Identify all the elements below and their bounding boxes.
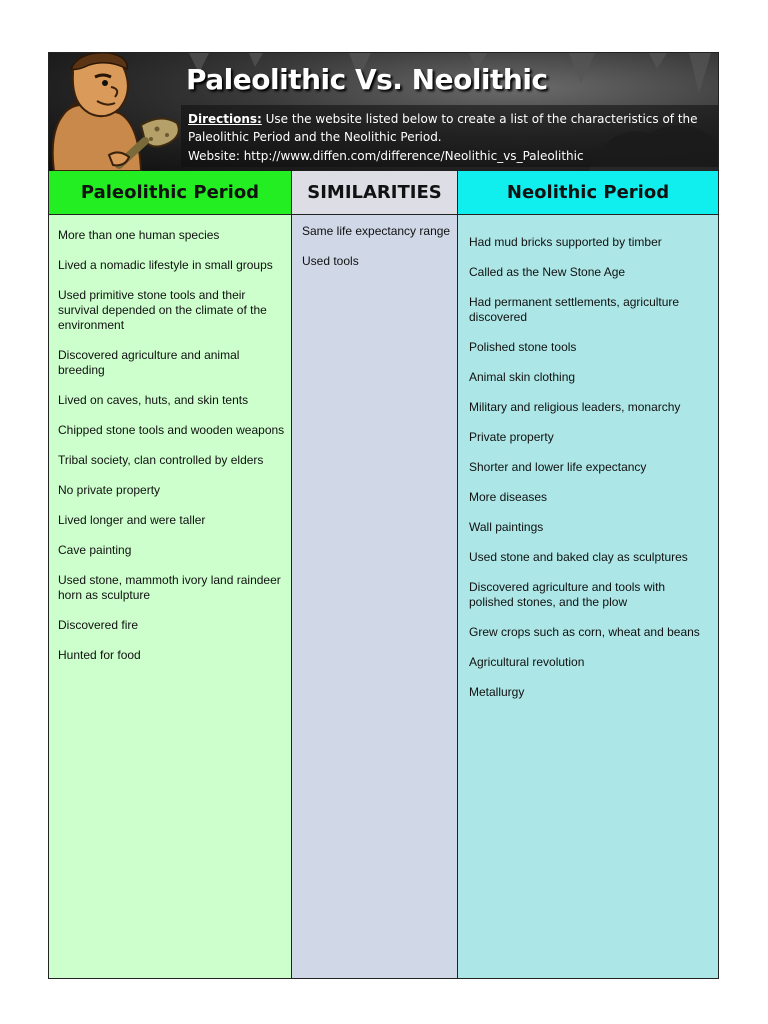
directions-label: Directions: bbox=[188, 112, 262, 126]
list-item: Used stone and baked clay as sculptures bbox=[469, 550, 688, 564]
list-item: Had mud bricks supported by timber bbox=[469, 235, 662, 249]
website-label: Website: bbox=[188, 149, 244, 163]
list-item: Cave painting bbox=[58, 543, 132, 557]
neolithic-heading: Neolithic Period bbox=[458, 171, 718, 215]
list-item: Metallurgy bbox=[469, 685, 525, 699]
directions-text bbox=[188, 110, 713, 146]
list-item: Used primitive stone tools and their survival depended on the climate of the environment bbox=[58, 288, 267, 332]
similarities-list bbox=[292, 215, 457, 269]
header-banner bbox=[49, 53, 718, 171]
page-title: Paleolithic Vs. Neolithic bbox=[186, 63, 548, 96]
neolithic-column bbox=[457, 171, 718, 978]
list-item: More than one human species bbox=[58, 228, 220, 242]
list-item: Lived a nomadic lifestyle in small groups bbox=[58, 258, 273, 272]
website-line bbox=[188, 147, 584, 165]
directions-body: Use the website listed below to create a list of the characteristics of the Paleolithic Period and the Neolithic Period. bbox=[188, 112, 698, 144]
list-item: No private property bbox=[58, 483, 161, 497]
list-item: Same life expectancy range bbox=[302, 224, 451, 238]
list-item: Discovered agriculture and animal breeding bbox=[58, 348, 240, 377]
list-item: Used tools bbox=[302, 254, 359, 268]
list-item: Discovered fire bbox=[58, 618, 139, 632]
list-item: Grew crops such as corn, wheat and beans bbox=[469, 625, 700, 639]
list-item: Animal skin clothing bbox=[469, 370, 576, 384]
neolithic-list bbox=[458, 215, 718, 700]
list-item: Wall paintings bbox=[469, 520, 544, 534]
paleolithic-list bbox=[49, 215, 291, 663]
similarities-heading: SIMILARITIES bbox=[292, 171, 457, 215]
list-item: Had permanent settlements, agriculture discovered bbox=[469, 295, 680, 324]
list-item: Used stone, mammoth ivory land raindeer horn as sculpture bbox=[58, 573, 281, 602]
worksheet bbox=[48, 52, 719, 979]
list-item: Tribal society, clan controlled by elders bbox=[58, 453, 264, 467]
list-item: Private property bbox=[469, 430, 554, 444]
caveman-with-club-icon bbox=[49, 53, 184, 171]
list-item: Shorter and lower life expectancy bbox=[469, 460, 647, 474]
list-item: Polished stone tools bbox=[469, 340, 577, 354]
website-url: http://www.diffen.com/difference/Neolithic_vs_Paleolithic bbox=[243, 149, 584, 163]
list-item: Called as the New Stone Age bbox=[469, 265, 626, 279]
list-item: Military and religious leaders, monarchy bbox=[469, 400, 681, 414]
list-item: Discovered agriculture and tools with polished stones, and the plow bbox=[469, 580, 666, 609]
list-item: Chipped stone tools and wooden weapons bbox=[58, 423, 285, 437]
list-item: Lived longer and were taller bbox=[58, 513, 206, 527]
paleolithic-column bbox=[49, 171, 291, 978]
list-item: Hunted for food bbox=[58, 648, 141, 662]
list-item: Lived on caves, huts, and skin tents bbox=[58, 393, 249, 407]
list-item: Agricultural revolution bbox=[469, 655, 585, 669]
similarities-column bbox=[291, 171, 457, 978]
list-item: More diseases bbox=[469, 490, 548, 504]
paleolithic-heading: Paleolithic Period bbox=[49, 171, 291, 215]
comparison-table bbox=[49, 171, 718, 978]
